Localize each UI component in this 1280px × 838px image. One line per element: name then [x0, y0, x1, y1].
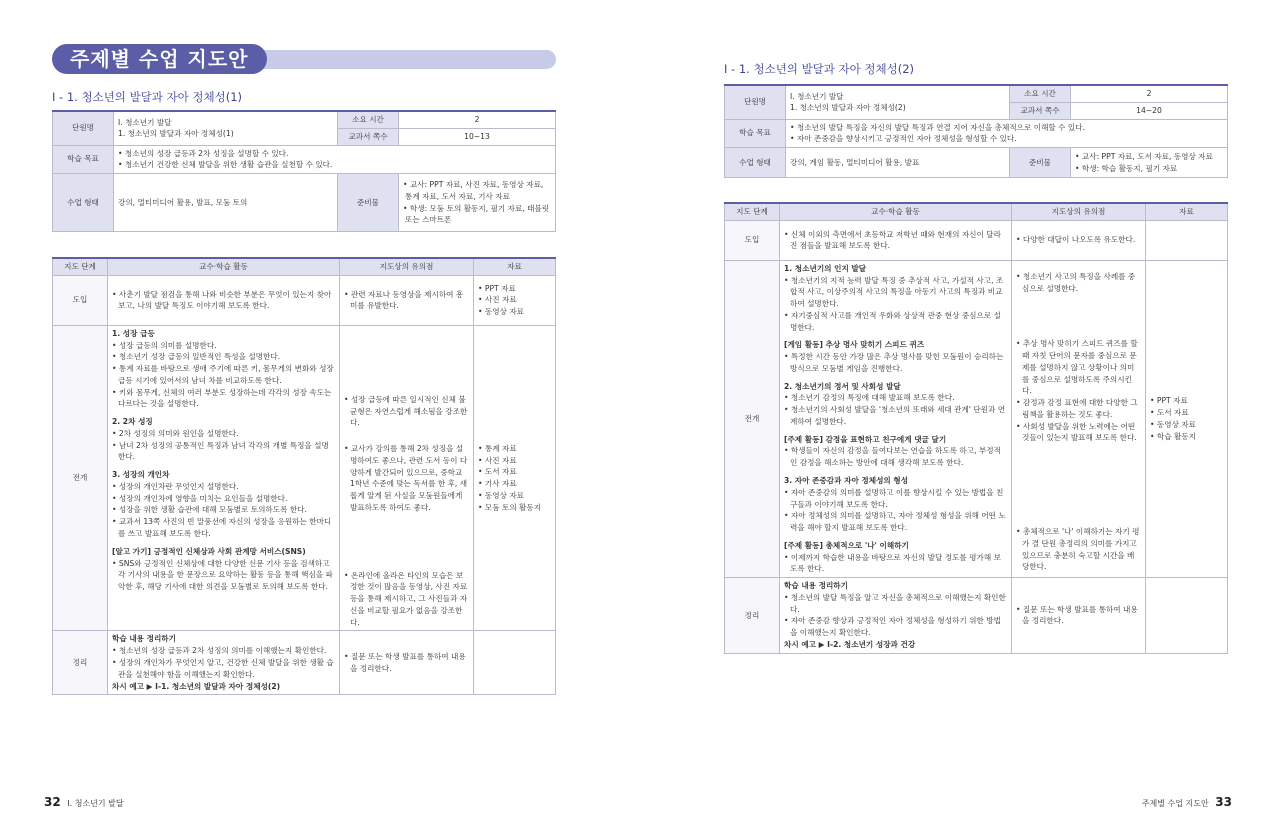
time-label: 소요 시간 [338, 111, 399, 128]
footer-left-text: I. 청소년기 발달 [67, 799, 124, 808]
form-value: 강의, 멀티미디어 활용, 발표, 모둠 토의 [114, 174, 338, 232]
stage-development: 전개 [53, 325, 108, 631]
footer-left [40, 795, 124, 809]
pages-label-2: 교과서 쪽수 [1010, 102, 1071, 119]
intro-notes: • 관련 자료나 동영상을 제시하여 흥미를 유발한다. [340, 275, 474, 325]
time-value-2: 2 [1071, 85, 1228, 102]
col-activity-2: 교수·학습 활동 [780, 203, 1012, 220]
lesson-title: I - 1. 청소년의 발달과 자아 정체성(1) [52, 90, 243, 104]
unit-name: I. 청소년기 발달 1. 청소년의 발달과 자아 정체성(1) [114, 111, 338, 145]
goal-text-2: • 청소년의 발달 특징을 자신의 발달 특징과 연결 지어 자신을 총체적으로 이해할 수 있다. • 자아 존중감을 향상시키고 긍정적인 자아 정체성을 형성할 수 있다. [786, 119, 1228, 148]
prep-value: • 교사: PPT 자료, 사진 자료, 동영상 자료, 통계 자료, 도서 자료, 기사 자료 • 학생: 모둠 토의 활동지, 필기 자료, 태블릿 또는 스마트폰 [399, 174, 556, 232]
lesson-plan-table-2 [724, 202, 1228, 654]
intro-material-2 [1146, 220, 1228, 260]
summary-activity: 학습 내용 정리하기 • 청소년의 성장 급등과 2차 성징의 의미를 이해했는지 확인한다. • 성장의 개인차가 무엇인지 알고, 건강한 신체 발달을 위한 생활 습관을 실천해야 함을 이해했는지 확인한다. 차시 예고 ▶ I-1. 청소년의 발달과 자아 정체성(2) [108, 631, 340, 695]
form-label: 수업 형태 [53, 174, 114, 232]
col-notes-2: 지도상의 유의점 [1012, 203, 1146, 220]
footer-right [1142, 795, 1236, 809]
pages-label: 교과서 쪽수 [338, 128, 399, 145]
stage-intro-2: 도입 [725, 220, 780, 260]
development-notes: • 성장 급등에 따른 일시적인 신체 불균형은 자연스럽게 해소됨을 강조한다. • 교사가 강의를 통해 2차 성징을 설명하여도 좋으나, 관련 도서 등이 다양하게 발간되어 있으므로, 중학교 1학년 수준에 맞는 독서를 한 후, 새롭게 알게 된 사실을 모둠원들에게 발표하도록 하여도 좋다. • 온라인에 올라온 타인의 모습은 보정한 것이 많음을 동영상, 사진 자료 등을 통해 제시하고, 그 사진들과 자신을 비교할 필요가 없음을 강조한다. [340, 325, 474, 631]
prep-label-2: 준비물 [1010, 148, 1071, 178]
unit-label: 단원명 [53, 111, 114, 145]
lesson-info-table [52, 110, 556, 232]
unit-label-2: 단원명 [725, 85, 786, 119]
summary-notes-2: • 질문 또는 학생 발표를 통하여 내용을 정리한다. [1012, 578, 1146, 654]
time-label-2: 소요 시간 [1010, 85, 1071, 102]
intro-material: • PPT 자료 • 사진 자료 • 동영상 자료 [474, 275, 556, 325]
summary-material [474, 631, 556, 695]
summary-notes: • 질문 또는 학생 발표를 통하여 내용을 정리한다. [340, 631, 474, 695]
prep-label: 준비물 [338, 174, 399, 232]
page-number-right: 33 [1215, 795, 1232, 809]
col-material: 자료 [474, 258, 556, 275]
stage-summary-2: 정리 [725, 578, 780, 654]
form-value-2: 강의, 게임 활동, 멀티미디어 활용, 발표 [786, 148, 1010, 178]
goal-label: 학습 목표 [53, 145, 114, 174]
intro-activity: • 사춘기 발달 점검을 통해 나와 비슷한 부분은 무엇이 있는지 찾아보고, 나의 발달 특징도 이야기해 보도록 한다. [108, 275, 340, 325]
col-notes: 지도상의 유의점 [340, 258, 474, 275]
goal-text: • 청소년의 성장 급등과 2차 성징을 설명할 수 있다. • 청소년기 건강한 신체 발달을 위한 생활 습관을 실천할 수 있다. [114, 145, 556, 174]
page-number-left: 32 [44, 795, 61, 809]
development-material: • 통계 자료 • 사진 자료 • 도서 자료 • 기사 자료 • 동영상 자료 • 모둠 토의 활동지 [474, 325, 556, 631]
summary-activity-2: 학습 내용 정리하기 • 청소년의 발달 특징을 알고 자신을 총체적으로 이해했는지 확인한다. • 자아 존중감 향상과 긍정적인 자아 정체성을 형성하기 위한 방법을 이해했는지 확인한다. 차시 예고 ▶ I-2. 청소년기 성장과 건강 [780, 578, 1012, 654]
intro-notes-2: • 다양한 대답이 나오도록 유도한다. [1012, 220, 1146, 260]
intro-activity-2: • 신체 이외의 측면에서 초등학교 저학년 때와 현재의 자신이 달라진 점들을 발표해 보도록 한다. [780, 220, 1012, 260]
section-banner [52, 44, 556, 74]
stage-intro: 도입 [53, 275, 108, 325]
col-material-2: 자료 [1146, 203, 1228, 220]
stage-development-2: 전개 [725, 260, 780, 577]
lesson-plan-table [52, 257, 556, 695]
unit-name-2: I. 청소년기 발달 1. 청소년의 발달과 자아 정체성(2) [786, 85, 1010, 119]
lesson-info-table-2 [724, 84, 1228, 178]
col-activity: 교수·학습 활동 [108, 258, 340, 275]
stage-summary: 정리 [53, 631, 108, 695]
summary-material-2 [1146, 578, 1228, 654]
col-stage: 지도 단계 [53, 258, 108, 275]
goal-label-2: 학습 목표 [725, 119, 786, 148]
lesson-title-2: I - 1. 청소년의 발달과 자아 정체성(2) [724, 62, 915, 76]
footer-right-text: 주제별 수업 지도안 [1141, 799, 1209, 808]
prep-value-2: • 교사: PPT 자료, 도서 자료, 동영상 자료 • 학생: 학습 활동지, 필기 자료 [1071, 148, 1228, 178]
col-stage-2: 지도 단계 [725, 203, 780, 220]
banner-title: 주제별 수업 지도안 [52, 44, 267, 74]
pages-value: 10~13 [399, 128, 556, 145]
form-label-2: 수업 형태 [725, 148, 786, 178]
time-value: 2 [399, 111, 556, 128]
development-notes-2: • 청소년기 사고의 특징을 사례를 중심으로 설명한다. • 추상 명사 맞히기 스피드 퀴즈를 할 때 자칫 단어의 문자를 중심으로 문제를 설명하지 않고 상황이나 의미를 중심으로 설명하도록 주의시킨다. • 감정과 감정 표현에 대한 다양한 그림책을 활용하는 것도 좋다. • 사회성 발달을 위한 노력에는 어떤 것들이 있는지 발표해 보도록 한다. • 총체적으로 '나' 이해하기는 자기 평가 결 단원 총정리의 의미를 가지고 있으므로 충분히 숙고할 시간을 배당한다. [1012, 260, 1146, 577]
development-activity: 1. 성장 급등 • 성장 급등의 의미를 설명한다. • 청소년기 성장 급등의 일반적인 특성을 설명한다. • 통계 자료를 바탕으로 생애 주기에 따른 키, 몸무게의 변화와 성장 급등 시기에 있어서의 남녀 차를 비교하도록 한다. • 키와 몸무게, 신체의 여러 부분도 성장하는데 각각의 성장 속도는 다르다는 것을 설명한다. 2. 2차 성징 • 2차 성징의 의미와 원인을 설명한다. • 남녀 2차 성징의 공통적인 특징과 남녀 각각의 개별 특징을 설명한다. 3. 성장의 개인차 • 성장의 개인차란 무엇인지 설명한다. • 성장의 개인차에 영향을 미치는 요인들을 설명한다. • 성장을 위한 생활 습관에 대해 모둠별로 토의하도록 한다. • 교과서 13쪽 사진의 빈 말풍선에 자신의 성장을 응원하는 한마디를 쓰고 발표해 보도록 한다. [알고 가기] 긍정적인 신체상과 사회 관계망 서비스(SNS) • SNS와 긍정적인 신체상에 대한 다양한 신문 기사 등을 검색하고 각 기사의 내용을 한 문장으로 요약하는 활동 등을 통해 핵심을 파악한 후, 해당 기사에 대한 의견을 모둠별로 토의해 보도록 한다. [108, 325, 340, 631]
development-activity-2: 1. 청소년기의 인지 발달 • 청소년기의 지적 능력 발달 특징 중 추상적 사고, 가설적 사고, 조합적 사고, 이상주의적 사고의 특징을 아동기 사고의 특징과 비교하여 설명한다. • 자기중심적 사고를 개인적 우화와 상상적 관중 현상 중심으로 설명한다. [게임 활동] 추상 명사 맞히기 스피드 퀴즈 • 특정한 시간 동안 가장 많은 추상 명사를 맞힌 모둠원이 승리하는 방식으로 모둠별 게임을 진행한다. 2. 청소년기의 정서 및 사회성 발달 • 청소년기 감정의 특징에 대해 발표해 보도록 한다. • 청소년기의 사회성 발달을 '청소년의 또래와 세대 관계' 단원과 연계하여 설명한다. [주제 활동] 감정을 표현하고 친구에게 댓글 달기 • 학생들이 자신의 감정을 들여다보는 연습을 하도록 하고, 부정적인 감정을 해소하는 방안에 대해 생각해 보도록 한다. 3. 자아 존중감과 자아 정체성의 형성 • 자아 존중감의 의미를 설명하고 이를 향상시킬 수 있는 방법을 친구들과 이야기해 보도록 한다. • 자아 정체성의 의미를 설명하고, 자아 정체성 형성을 위해 어떤 노력을 해야 할지 발표해 보도록 한다. [주제 활동] 총체적으로 '나' 이해하기 • 이제까지 학습한 내용을 바탕으로 자신의 발달 정도를 평가해 보도록 한다. [780, 260, 1012, 577]
pages-value-2: 14~20 [1071, 102, 1228, 119]
development-material-2: • PPT 자료 • 도서 자료 • 동영상 자료 • 학습 활동지 [1146, 260, 1228, 577]
